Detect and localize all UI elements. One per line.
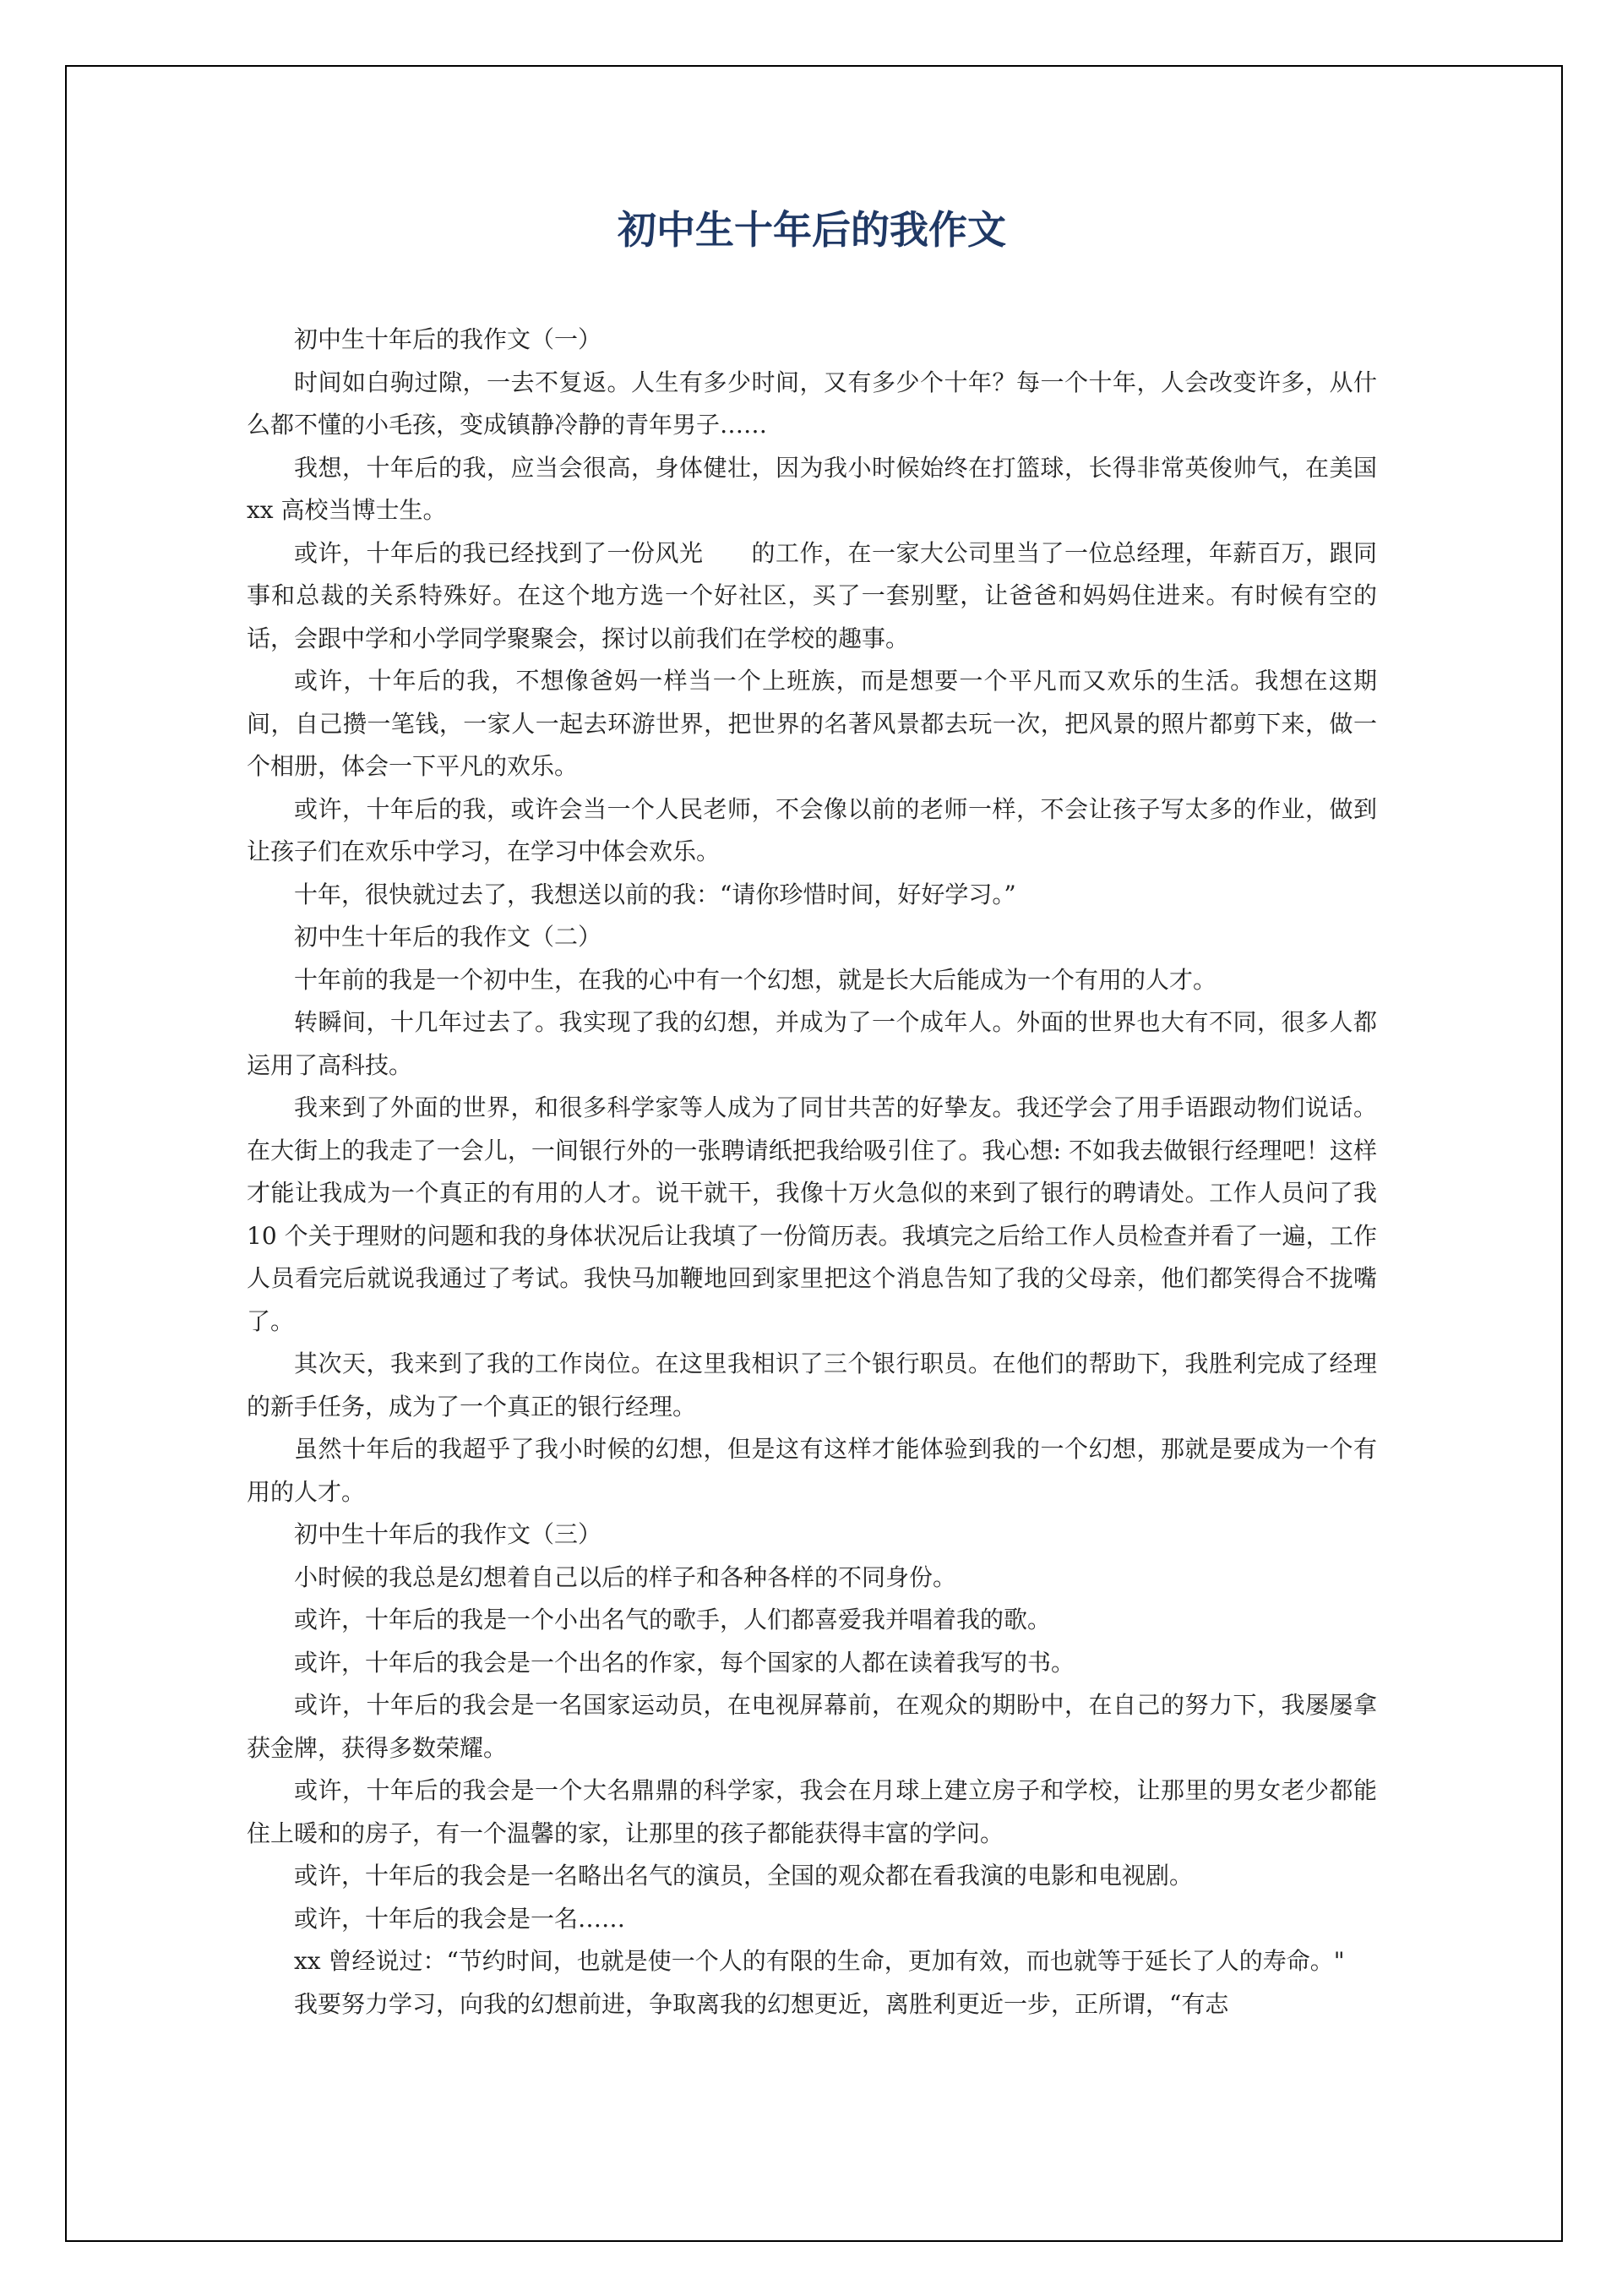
paragraph: 我想，十年后的我，应当会很高，身体健壮，因为我小时候始终在打篮球，长得非常英俊帅气，在美国 xx 高校当博士生。 [247,453,1377,524]
paragraph: 其次天，我来到了我的工作岗位。在这里我相识了三个银行职员。在他们的帮助下，我胜利完成了经理的新手任务，成为了一个真正的银行经理。 [247,1350,1377,1421]
paragraph: 或许，十年后的我会是一名…… [294,1904,626,1933]
paragraph: 或许，十年后的我会是一名国家运动员，在电视屏幕前，在观众的期盼中，在自己的努力下，我屡屡拿获金牌，获得多数荣耀。 [247,1691,1377,1762]
paragraph: 或许，十年后的我会是一个大名鼎鼎的科学家，我会在月球上建立房子和学校，让那里的男女老少都能住上暖和的房子，有一个温馨的家，让那里的孩子都能获得丰富的学问。 [247,1776,1377,1847]
paragraph: 时间如白驹过隙，一去不复返。人生有多少时间，又有多少个十年？每一个十年，人会改变许多，从什么都不懂的小毛孩，变成镇静冷静的青年男子…… [247,368,1377,439]
paragraph: 或许，十年后的我，或许会当一个人民老师，不会像以前的老师一样，不会让孩子写太多的作业，做到让孩子们在欢乐中学习，在学习中体会欢乐。 [247,794,1377,865]
paragraph: 转瞬间，十几年过去了。我实现了我的幻想，并成为了一个成年人。外面的世界也大有不同，很多人都运用了高科技。 [247,1008,1377,1079]
paragraph: 初中生十年后的我作文（二） [294,923,602,951]
paragraph: 初中生十年后的我作文（三） [294,1520,602,1548]
paragraph: xx 曾经说过：“节约时间，也就是使一个人的有限的生命，更加有效，而也就等于延长了人的寿命。" [294,1947,1345,1975]
paragraph: 我来到了外面的世界，和很多科学家等人成为了同甘共苦的好挚友。我还学会了用手语跟动物们说话。在大街上的我走了一会儿，一间银行外的一张聘请纸把我给吸引住了。我心想: 不如我去做银行经理吧！这样才能让我成为一个真正的有用的人才。说干就干，我像十万火急似的来到了银行的聘请处。工作人员问了我 10 个关于理财的问题和我的身体状况后让我填了一份简历表。我填完之后给工作人员检查并看了一遍，工作人员看完后就说我通过了考试。我快马加鞭地回到家里把这个消息告知了我的父母亲，他们都笑得合不拢嘴了。 [247,1093,1377,1335]
paragraph: 十年前的我是一个初中生，在我的心中有一个幻想，就是长大后能成为一个有用的人才。 [294,965,1217,994]
document-body [247,203,1377,2026]
paragraph: 小时候的我总是幻想着自己以后的样子和各种各样的不同身份。 [294,1562,957,1591]
document-title: 初中生十年后的我作文 [618,207,1006,253]
paragraph: 或许，十年后的我已经找到了一份风光 的工作，在一家大公司里当了一位总经理，年薪百万，跟同事和总裁的关系特殊好。在这个地方选一个好社区，买了一套别墅，让爸爸和妈妈住进来。有时候有空的话，会跟中学和小学同学聚聚会，探讨以前我们在学校的趣事。 [247,538,1377,652]
paragraph: 或许，十年后的我是一个小出名气的歌手，人们都喜爱我并唱着我的歌。 [294,1606,1052,1633]
paragraph: 虽然十年后的我超乎了我小时候的幻想，但是这有这样才能体验到我的一个幻想，那就是要成为一个有用的人才。 [247,1435,1377,1506]
paragraph: 或许，十年后的我会是一名略出名气的演员，全国的观众都在看我演的电影和电视剧。 [294,1862,1194,1890]
paragraph: 我要努力学习，向我的幻想前进，争取离我的幻想更近，离胜利更近一步，正所谓，“有志 [294,1989,1229,2018]
paragraph: 初中生十年后的我作文（一） [294,325,602,353]
paragraph: 或许，十年后的我，不想像爸妈一样当一个上班族，而是想要一个平凡而又欢乐的生活。我想在这期间，自己攒一笔钱，一家人一起去环游世界，把世界的名著风景都去玩一次，把风景的照片都剪下来，做一个相册，体会一下平凡的欢乐。 [247,667,1377,780]
paragraph: 或许，十年后的我会是一个出名的作家，每个国家的人都在读着我写的书。 [294,1648,1075,1677]
paragraph: 十年，很快就过去了，我想送以前的我：“请你珍惜时间，好好学习。” [294,880,1016,908]
